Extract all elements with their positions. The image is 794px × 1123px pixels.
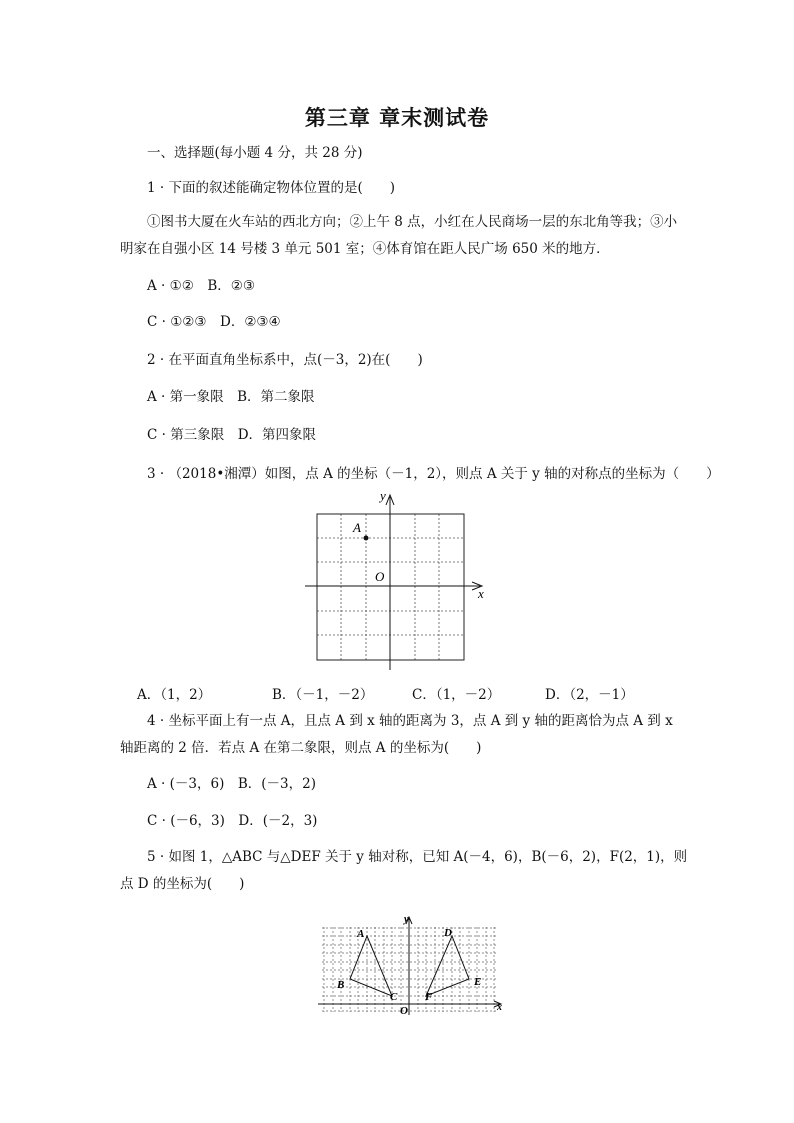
q5-y-label: y xyxy=(404,914,409,925)
q3-option-b: B．（－1，－2） xyxy=(272,687,374,703)
q5-vertex-a: A xyxy=(357,928,365,940)
q5-origin-label: O xyxy=(400,1005,408,1017)
q3-y-label: y xyxy=(380,488,386,503)
q5-x-label: x xyxy=(497,1002,502,1013)
section-heading: 一、选择题(每小题 4 分，共 28 分) xyxy=(147,145,363,161)
q5-vertex-f: F xyxy=(425,991,433,1003)
q2-options-cd: C · 第三象限 D．第四象限 xyxy=(147,427,317,443)
q3-option-c: C．（1，－2） xyxy=(412,687,501,703)
q3-origin-label: O xyxy=(375,569,385,584)
q5-vertex-d: D xyxy=(444,927,452,939)
q3-option-d: D．（2，－1） xyxy=(545,687,634,703)
q3-x-label: x xyxy=(478,586,484,601)
q3-point-a-label: A xyxy=(353,520,361,535)
q5-vertex-e: E xyxy=(474,976,482,988)
q1-statements: ①图书大厦在火车站的西北方向；②上午 8 点，小红在人民商场一层的东北角等我；③小明家在自强小区 14 号楼 3 单元 501 室；④体育馆在距人民广场 650 米的地方． xyxy=(120,214,678,257)
q2-stem: 2 · 在平面直角坐标系中，点(－3，2)在( ) xyxy=(147,352,423,368)
q4-options-ab: A · (－3，6) B．(－3，2) xyxy=(147,776,316,792)
q5-vertex-b: B xyxy=(337,979,345,991)
q2-options-ab: A · 第一象限 B．第二象限 xyxy=(147,389,315,405)
q3-option-a: A．（1，2） xyxy=(137,687,212,703)
q4-options-cd: C · (－6，3) D．(－2，3) xyxy=(147,813,318,829)
q3-stem: 3 · （2018•湘潭）如图，点 A 的坐标（－1，2），则点 A 关于 y 轴的对称点的坐标为（ ） xyxy=(147,466,720,482)
page-title: 第三章 章末测试卷 xyxy=(304,105,490,130)
q1-options-cd: C · ①②③ D．②③④ xyxy=(147,314,281,330)
q5-stem-line2: 点 D 的坐标为( ) xyxy=(120,876,245,892)
q1-options-ab: A · ①② B．②③ xyxy=(147,278,255,294)
q4-stem-line1: 4 · 坐标平面上有一点 A，且点 A 到 x 轴的距离为 3，点 A 到 y 轴的距离恰为点 A 到 x xyxy=(147,713,673,729)
q5-stem-line1: 5 · 如图 1，△ABC 与△DEF 关于 y 轴对称，已知 A(－4，6)，B(－6，2)，F(2，1)，则 xyxy=(147,849,688,865)
q1-stem: 1 · 下面的叙述能确定物体位置的是( ) xyxy=(147,180,395,196)
q4-stem-line2: 轴距离的 2 倍．若点 A 在第二象限，则点 A 的坐标为( ) xyxy=(120,740,482,756)
q5-vertex-c: C xyxy=(390,991,398,1003)
